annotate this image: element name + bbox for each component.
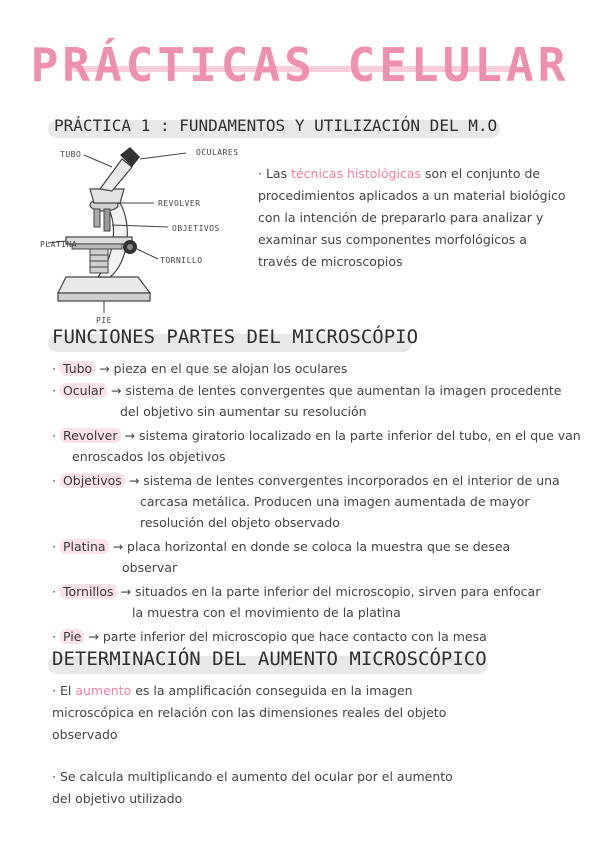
intro-line-5: través de microscopios [258, 254, 403, 269]
magnification-line-3: observado [52, 727, 118, 742]
list-item: · Tubo → pieza en el que se alojan los oculares [52, 361, 348, 376]
term-revolver: Revolver [60, 428, 121, 443]
list-item: · Platina → placa horizontal en donde se coloca la muestra que se desea [52, 539, 511, 554]
label-revolver: REVOLVER [158, 199, 201, 208]
intro-line-2: procedimientos aplicados a un material biológico [258, 188, 566, 203]
aumento-highlight-term: aumento [75, 683, 132, 698]
desc-line: parte inferior del microscopio que hace contacto con la mesa [102, 629, 487, 644]
intro-line-1 [258, 163, 540, 184]
term-pie: Pie [60, 629, 84, 644]
label-oculares: OCULARES [196, 148, 239, 157]
desc-line: sistema de lentes convergentes que aumentan la imagen procedente [125, 383, 562, 398]
desc-line: carcasa metálica. Producen una imagen aumentada de mayor [140, 494, 530, 509]
intro-line-3: con la intención de prepararlo para analizar y [258, 210, 544, 225]
desc-line: sistema giratorio localizado en la parte inferior del tubo, en el que van [138, 428, 581, 443]
desc-line: situados en la parte inferior del microscopio, sirven para enfocar [135, 584, 541, 599]
label-platina: PLATINA [40, 240, 78, 249]
arrow: → [110, 383, 122, 398]
calc-line-2: del objetivo utilizado [52, 791, 183, 806]
intro-bullet: · Las [258, 166, 288, 181]
page-title: PRÁCTICAS CELULAR [30, 38, 570, 92]
practice1-heading: PRÁCTICA 1 : FUNDAMENTOS Y UTILIZACIÓN DEL M.O [54, 116, 498, 135]
arrow: → [88, 629, 99, 644]
label-objetivos: OBJETIVOS [172, 224, 220, 233]
list-item: · Objetivos → sistema de lentes convergentes incorporados en el interior de una [52, 473, 560, 488]
list-item: · Ocular → sistema de lentes convergentes que aumentan la imagen procedente [52, 383, 562, 398]
functions-heading: FUNCIONES PARTES DEL MICROSCÓPIO [52, 326, 419, 348]
intro-line-4: examinar sus componentes morfológicos a [258, 232, 527, 247]
functions-list [52, 358, 592, 647]
label-pie: PIE [96, 316, 112, 325]
term-platina: Platina [60, 539, 109, 554]
term-objetivos: Objetivos [60, 473, 125, 488]
list-item: · Pie → parte inferior del microscopio que hace contacto con la mesa [52, 629, 487, 644]
arrow: → [112, 539, 124, 554]
magnification-heading: DETERMINACIÓN DEL AUMENTO MICROSCÓPICO [52, 648, 487, 670]
magnification-line-2: microscópica en relación con las dimensiones reales del objeto [52, 705, 447, 720]
term-ocular: Ocular [60, 383, 107, 398]
list-item: · Tornillos → situados en la parte inferior del microscopio, sirven para enfocar [52, 584, 541, 599]
p1-line-1-rest: es la amplificación conseguida en la imagen [135, 683, 413, 698]
magnification-line-1 [52, 680, 413, 701]
desc-line: sistema de lentes convergentes incorporados en el interior de una [143, 473, 560, 488]
desc-line: resolución del objeto observado [140, 515, 340, 530]
label-tubo: TUBO [60, 150, 82, 159]
p1-bullet: · El [52, 683, 72, 698]
desc-line: placa horizontal en donde se coloca la muestra que se desea [127, 539, 511, 554]
calc-line-1: · Se calcula multiplicando el aumento del ocular por el aumento [52, 769, 453, 784]
intro-highlight-term: técnicas histológicas [291, 166, 421, 181]
desc-line: del objetivo sin aumentar su resolución [120, 404, 367, 419]
intro-line-1-rest: son el conjunto de [424, 166, 541, 181]
desc-line: observar [122, 560, 178, 575]
arrow: → [120, 584, 132, 599]
arrow: → [99, 361, 110, 376]
term-tornillos: Tornillos [60, 584, 117, 599]
arrow: → [124, 428, 135, 443]
label-tornillo: TORNILLO [160, 256, 203, 265]
desc-line: pieza en el que se alojan los oculares [113, 361, 348, 376]
desc-line: la muestra con el movimiento de la platina [132, 605, 401, 620]
arrow: → [128, 473, 140, 488]
list-item: · Revolver → sistema giratorio localizado en la parte inferior del tubo, en el que van [52, 428, 581, 443]
term-tubo: Tubo [60, 361, 95, 376]
desc-line: enroscados los objetivos [72, 449, 226, 464]
